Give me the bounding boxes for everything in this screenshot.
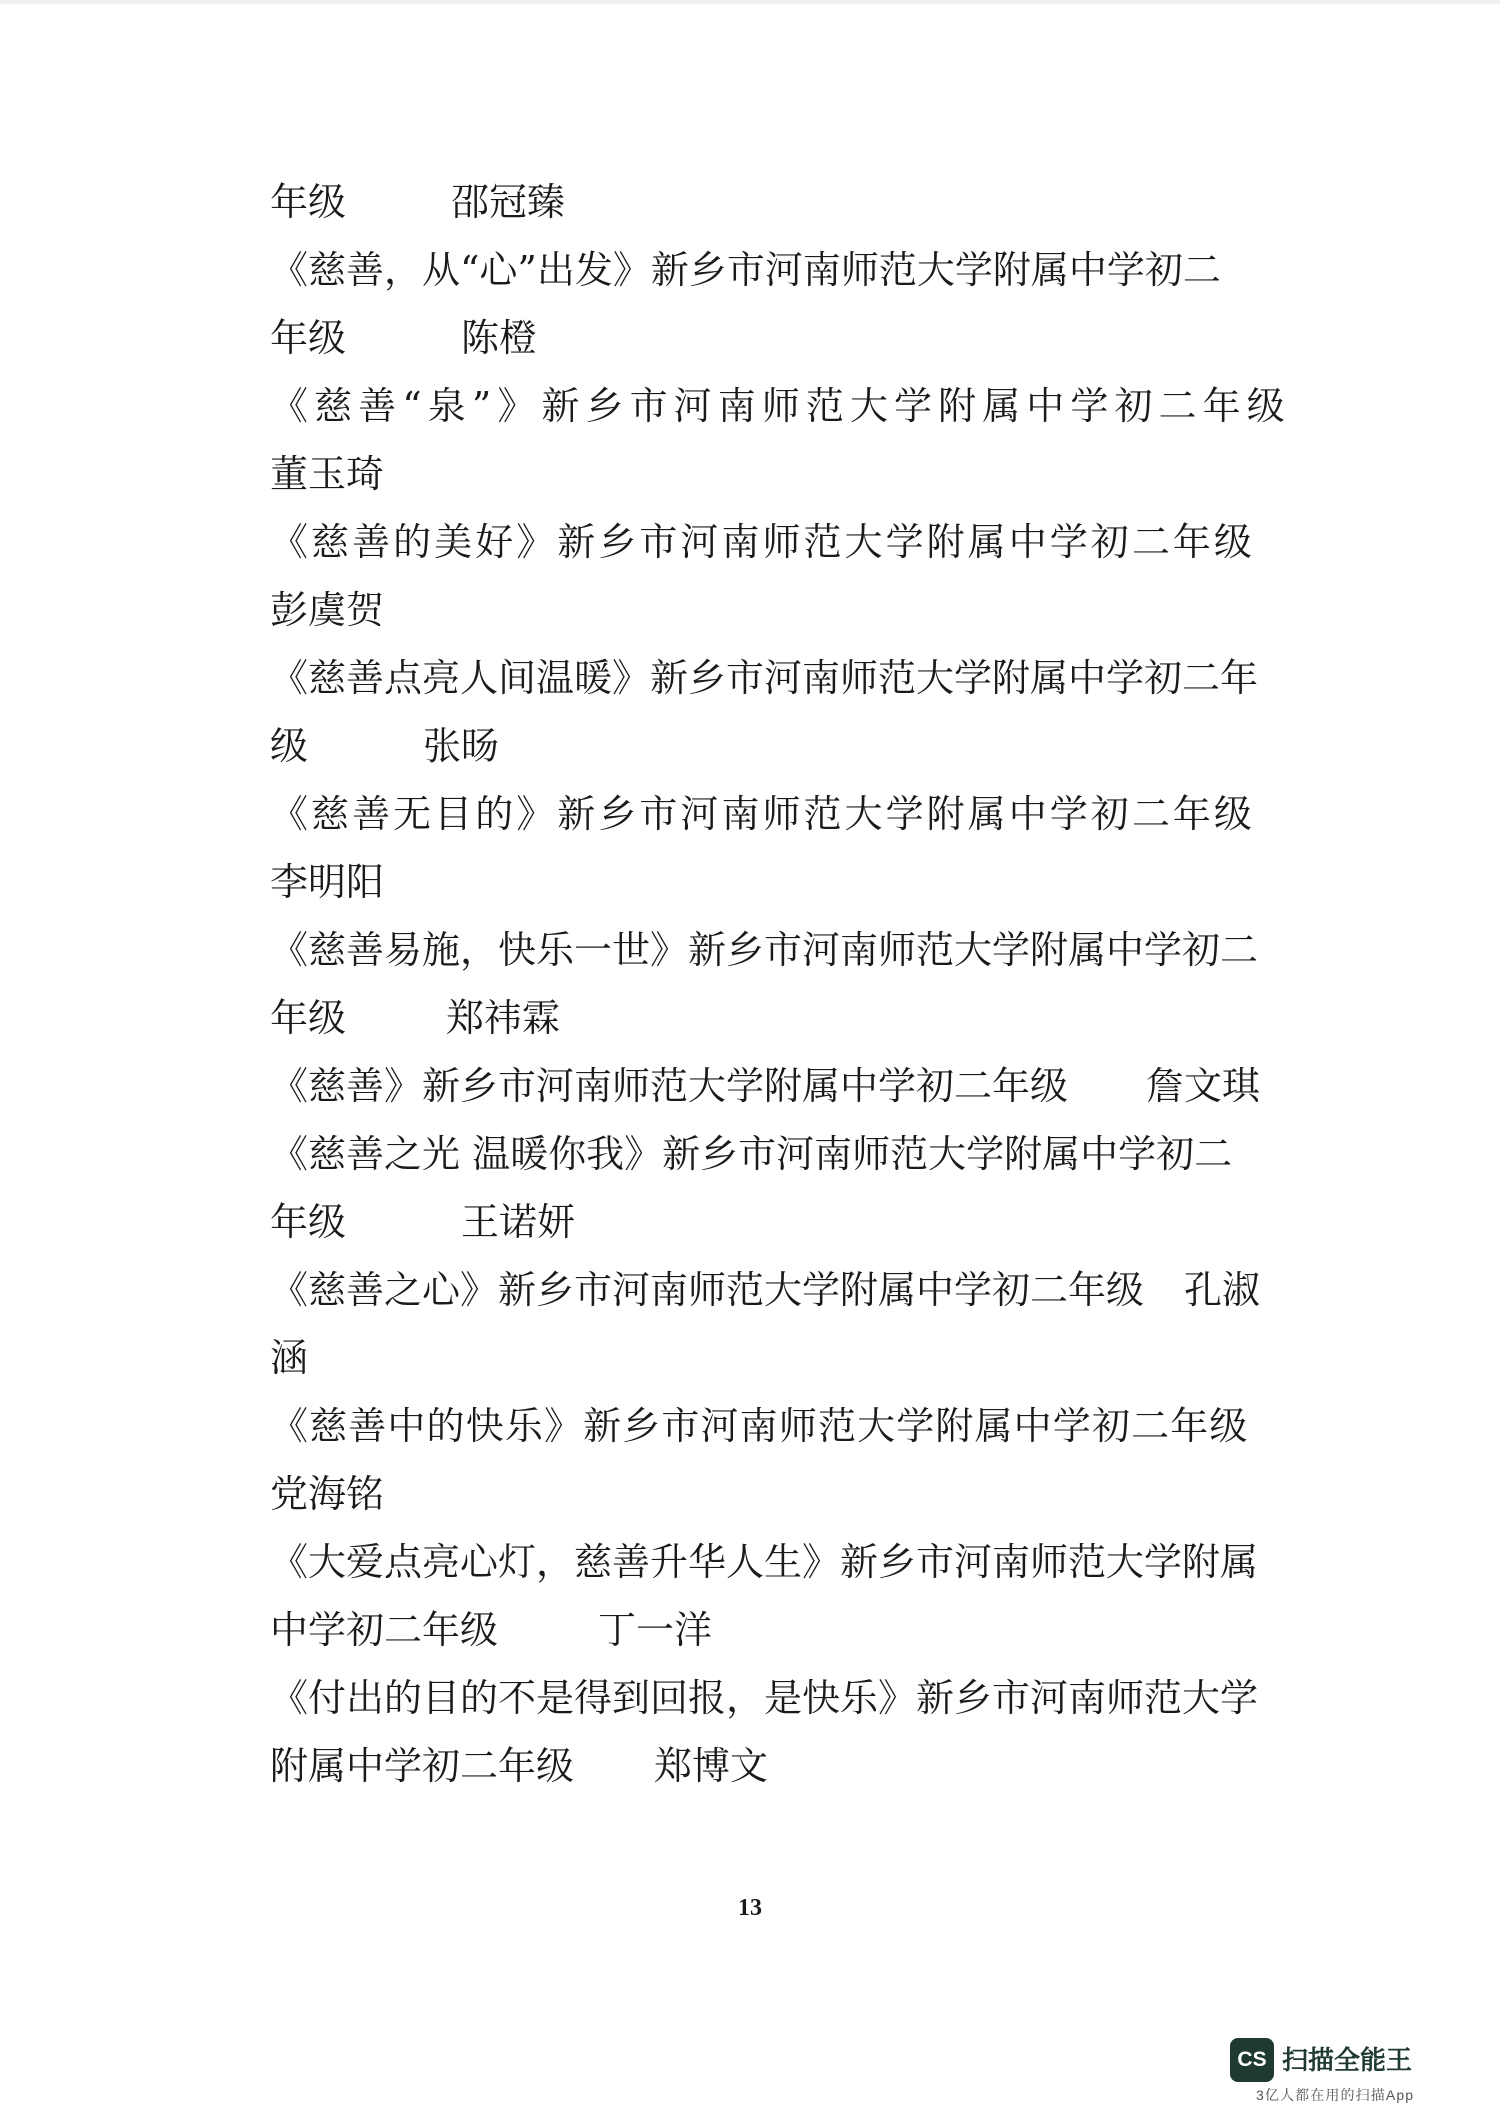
line-10 xyxy=(270,780,1260,848)
student-name: 丁一洋 xyxy=(598,1608,713,1652)
line-9 xyxy=(270,712,1260,780)
line-1 xyxy=(270,168,1260,236)
line-14 xyxy=(270,1052,1260,1120)
line-15 xyxy=(270,1120,1260,1188)
line-2 xyxy=(270,236,1260,304)
page-number: 13 xyxy=(738,1895,762,1921)
line-text: 附属中学初二年级 xyxy=(270,1744,575,1788)
line-text: 《慈善之光 温暖你我》新乡市河南师范大学附属中学初二 xyxy=(270,1132,1233,1176)
line-text: 《慈善，从“心”出发》新乡市河南师范大学附属中学初二 xyxy=(270,248,1221,292)
line-text: 《慈善的美好》新乡市河南师范大学附属中学初二年级 xyxy=(270,520,1255,564)
line-23 xyxy=(270,1664,1260,1732)
line-text: 《慈善中的快乐》新乡市河南师范大学附属中学初二年级 xyxy=(270,1404,1249,1448)
student-name: 邵冠臻 xyxy=(451,180,566,224)
line-text: 级 xyxy=(270,724,309,768)
line-19 xyxy=(270,1392,1260,1460)
line-6 xyxy=(270,508,1260,576)
line-20 xyxy=(270,1460,1260,1528)
line-16 xyxy=(270,1188,1260,1256)
line-text: 《慈善无目的》新乡市河南师范大学附属中学初二年级 xyxy=(270,792,1255,836)
line-text: 年级 xyxy=(270,996,347,1040)
line-7 xyxy=(270,576,1260,644)
line-text: 《付出的目的不是得到回报，是快乐》新乡市河南师范大学 xyxy=(270,1676,1259,1720)
line-12 xyxy=(270,916,1260,984)
student-name: 陈橙 xyxy=(461,316,538,360)
student-name: 詹文琪 xyxy=(1145,1064,1260,1108)
line-text: 年级 xyxy=(270,180,347,224)
line-text: 《慈善“泉”》新乡市河南师范大学附属中学初二年级 xyxy=(270,384,1291,428)
line-3 xyxy=(270,304,1260,372)
student-name: 张旸 xyxy=(423,724,500,768)
line-text: 《慈善》新乡市河南师范大学附属中学初二年级 xyxy=(270,1064,1069,1108)
line-13 xyxy=(270,984,1260,1052)
watermark-app-name: 扫描全能王 xyxy=(1282,2045,1413,2075)
line-text: 《慈善易施，快乐一世》新乡市河南师范大学附属中学初二 xyxy=(270,928,1259,972)
scanner-watermark xyxy=(1230,2038,1480,2106)
line-text: 年级 xyxy=(270,1200,347,1244)
line-text: 《慈善之心》新乡市河南师范大学附属中学初二年级 xyxy=(270,1268,1145,1312)
student-name: 孔淑 xyxy=(1183,1268,1260,1312)
student-name: 郑祎霖 xyxy=(446,996,561,1040)
line-24 xyxy=(270,1732,1260,1800)
line-5 xyxy=(270,440,1260,508)
line-22 xyxy=(270,1596,1260,1664)
line-18 xyxy=(270,1324,1260,1392)
line-text: 年级 xyxy=(270,316,347,360)
student-name: 郑博文 xyxy=(654,1744,769,1788)
student-name: 党海铭 xyxy=(270,1472,385,1516)
line-text: 《慈善点亮人间温暖》新乡市河南师范大学附属中学初二年 xyxy=(270,656,1259,700)
line-text: 中学初二年级 xyxy=(270,1608,499,1652)
student-name: 李明阳 xyxy=(270,860,385,904)
page-top-edge xyxy=(0,0,1500,4)
line-17 xyxy=(270,1256,1260,1324)
student-name: 涵 xyxy=(270,1336,309,1380)
line-11 xyxy=(270,848,1260,916)
line-8 xyxy=(270,644,1260,712)
line-21 xyxy=(270,1528,1260,1596)
student-name: 彭虞贺 xyxy=(270,588,385,632)
document-body xyxy=(270,168,1291,1800)
line-4 xyxy=(270,372,1291,440)
line-text: 《大爱点亮心灯，慈善升华人生》新乡市河南师范大学附属 xyxy=(270,1540,1259,1584)
student-name: 董玉琦 xyxy=(270,452,385,496)
watermark-slogan: 3亿人都在用的扫描App xyxy=(1256,2087,1415,2103)
camscanner-logo-icon: CS xyxy=(1230,2038,1274,2082)
student-name: 王诺妍 xyxy=(461,1200,576,1244)
